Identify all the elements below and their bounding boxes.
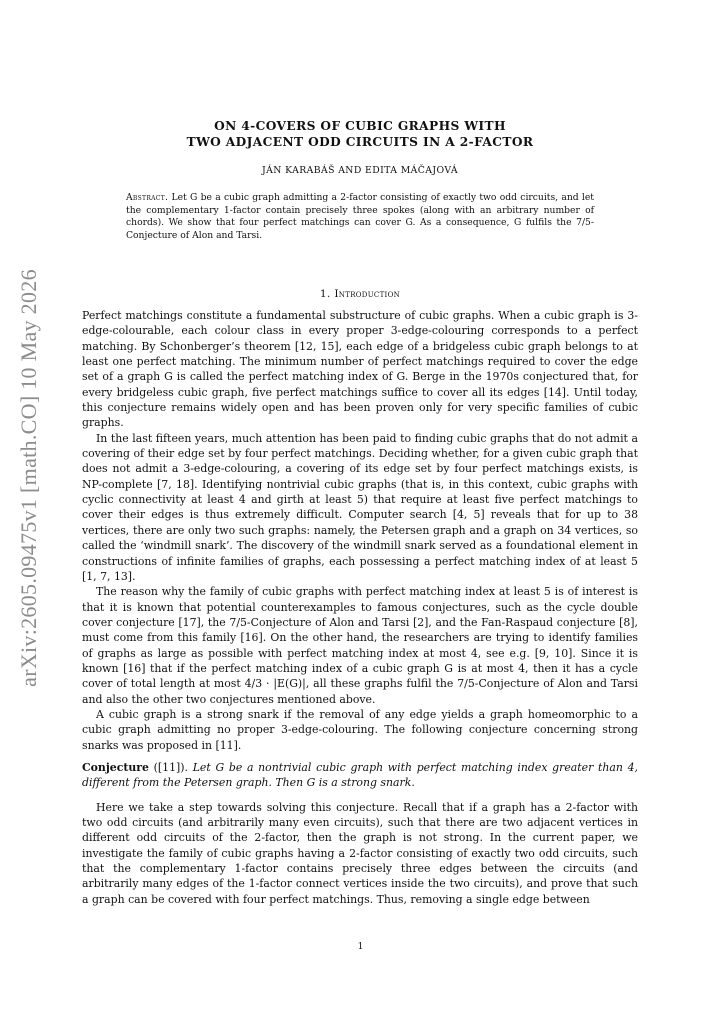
paragraph-2: In the last fifteen years, much attention has been paid to finding cubic graphs that do not admit a covering of their edge set by four perfect matchings. Deciding whether, for a given cubic graph that does not admit a 3-edge-colouring, a covering of its edge set by four perfect matchings exists, is NP-complete [7, 18]. Identifying nontrivial cubic graphs (that is, in this context, cubic graphs with cyclic connectivity at least 4 and girth at least 5) that require at least five perfect matchings to cover their edges is thus extremely difficult. Computer search [4, 5] reveals that for up to 38 vertices, there are only two such graphs: namely, the Petersen graph and a graph on 34 vertices, so called the ‘windmill snark’. The discovery of the windmill snark served as a foundational element in constructions of infinite families of graphs, each possessing a perfect matching index of at least 5 [1, 7, 13].	[82, 431, 638, 583]
paragraph-1: Perfect matchings constitute a fundamental substructure of cubic graphs. When a cubic graph is 3-edge-colourable, each colour class in every proper 3-edge-colouring corresponds to a perfect matching. By Schonberger’s theorem [12, 15], each edge of a bridgeless cubic graph belongs to at least one perfect matching. The minimum number of perfect matchings required to cover the edge set of a graph G is called the perfect matching index of G. Berge in the 1970s conjectured that, for every bridgeless cubic graph, five perfect matchings suffice to cover all its edges [14]. Until today, this conjecture remains widely open and has been proven only for very specific families of cubic graphs.	[82, 309, 638, 430]
conjecture-reference: ([11]).	[153, 760, 188, 774]
abstract-heading: Abstract.	[126, 192, 169, 203]
section-number: 1.	[319, 288, 331, 300]
abstract	[126, 192, 594, 242]
conjecture-statement: Let G be a nontrivial cubic graph with perfect matching index greater than 4, different from the Petersen graph. Then G is a strong snark.	[82, 760, 638, 790]
authors: JÁN KARABÁŠ AND EDITA MÁČAJOVÁ	[262, 165, 458, 176]
title-line-1: ON 4-COVERS OF CUBIC GRAPHS WITH	[214, 119, 506, 133]
paper-page	[82, 118, 638, 907]
paragraph-5: Here we take a step towards solving this conjecture. Recall that if a graph has a 2-factor with two odd circuits (and arbitrarily many even circuits), such that there are two adjacent vertices in different odd circuits of the 2-factor, then the graph is not strong. In the current paper, we investigate the family of cubic graphs having a 2-factor consisting of exactly two odd circuits, such that the complementary 1-factor contains precisely three edges between the circuits (and arbitrarily many edges of the 1-factor connect vertices inside the two circuits), and prove that such a graph can be covered with four perfect matchings. Thus, removing a single edge between	[82, 800, 638, 906]
arxiv-sidebar	[10, 268, 48, 688]
page-number: 1	[357, 942, 364, 952]
paragraph-4: A cubic graph is a strong snark if the removal of any edge yields a graph homeomorphic to a cubic graph admitting no proper 3-edge-colouring. The following conjecture concerning strong snarks was proposed in [11].	[82, 707, 638, 752]
title-line-2: TWO ADJACENT ODD CIRCUITS IN A 2-FACTOR	[186, 135, 534, 149]
paragraph-3: The reason why the family of cubic graphs with perfect matching index at least 5 is of interest is that it is known that potential counterexamples to famous conjectures, such as the cycle double cover conjecture [17], the 7/5-Conjecture of Alon and Tarsi [2], and the Fan-Raspaud conjecture [8], must come from this family [16]. On the other hand, the researchers are trying to identify families of graphs as large as possible with perfect matching index at most 4, see e.g. [9, 10]. Since it is known [16] that if the perfect matching index of a cubic graph G is at most 4, then it has a cycle cover of total length at most 4/3 · |E(G)|, all these graphs fulfil the 7/5-Conjecture of Alon and Tarsi and also the other two conjectures mentioned above.	[82, 585, 638, 706]
abstract-text: Let G be a cubic graph admitting a 2-factor consisting of exactly two odd circuits, and let the complementary 1-factor contain precisely three spokes (along with an arbitrary number of chords). We show that four perfect matchings can cover G. As a consequence, G fulfils the 7/5-Conjecture of Alon and Tarsi.	[126, 192, 595, 241]
conjecture	[82, 760, 638, 791]
section-heading	[82, 288, 638, 300]
section-body	[82, 308, 638, 907]
arxiv-identifier: arXiv:2605.09475v1 [math.CO] 10 May 2026	[16, 269, 41, 687]
paper-title	[82, 118, 638, 150]
conjecture-heading: Conjecture	[82, 760, 149, 774]
section-title: Introduction	[334, 288, 401, 300]
